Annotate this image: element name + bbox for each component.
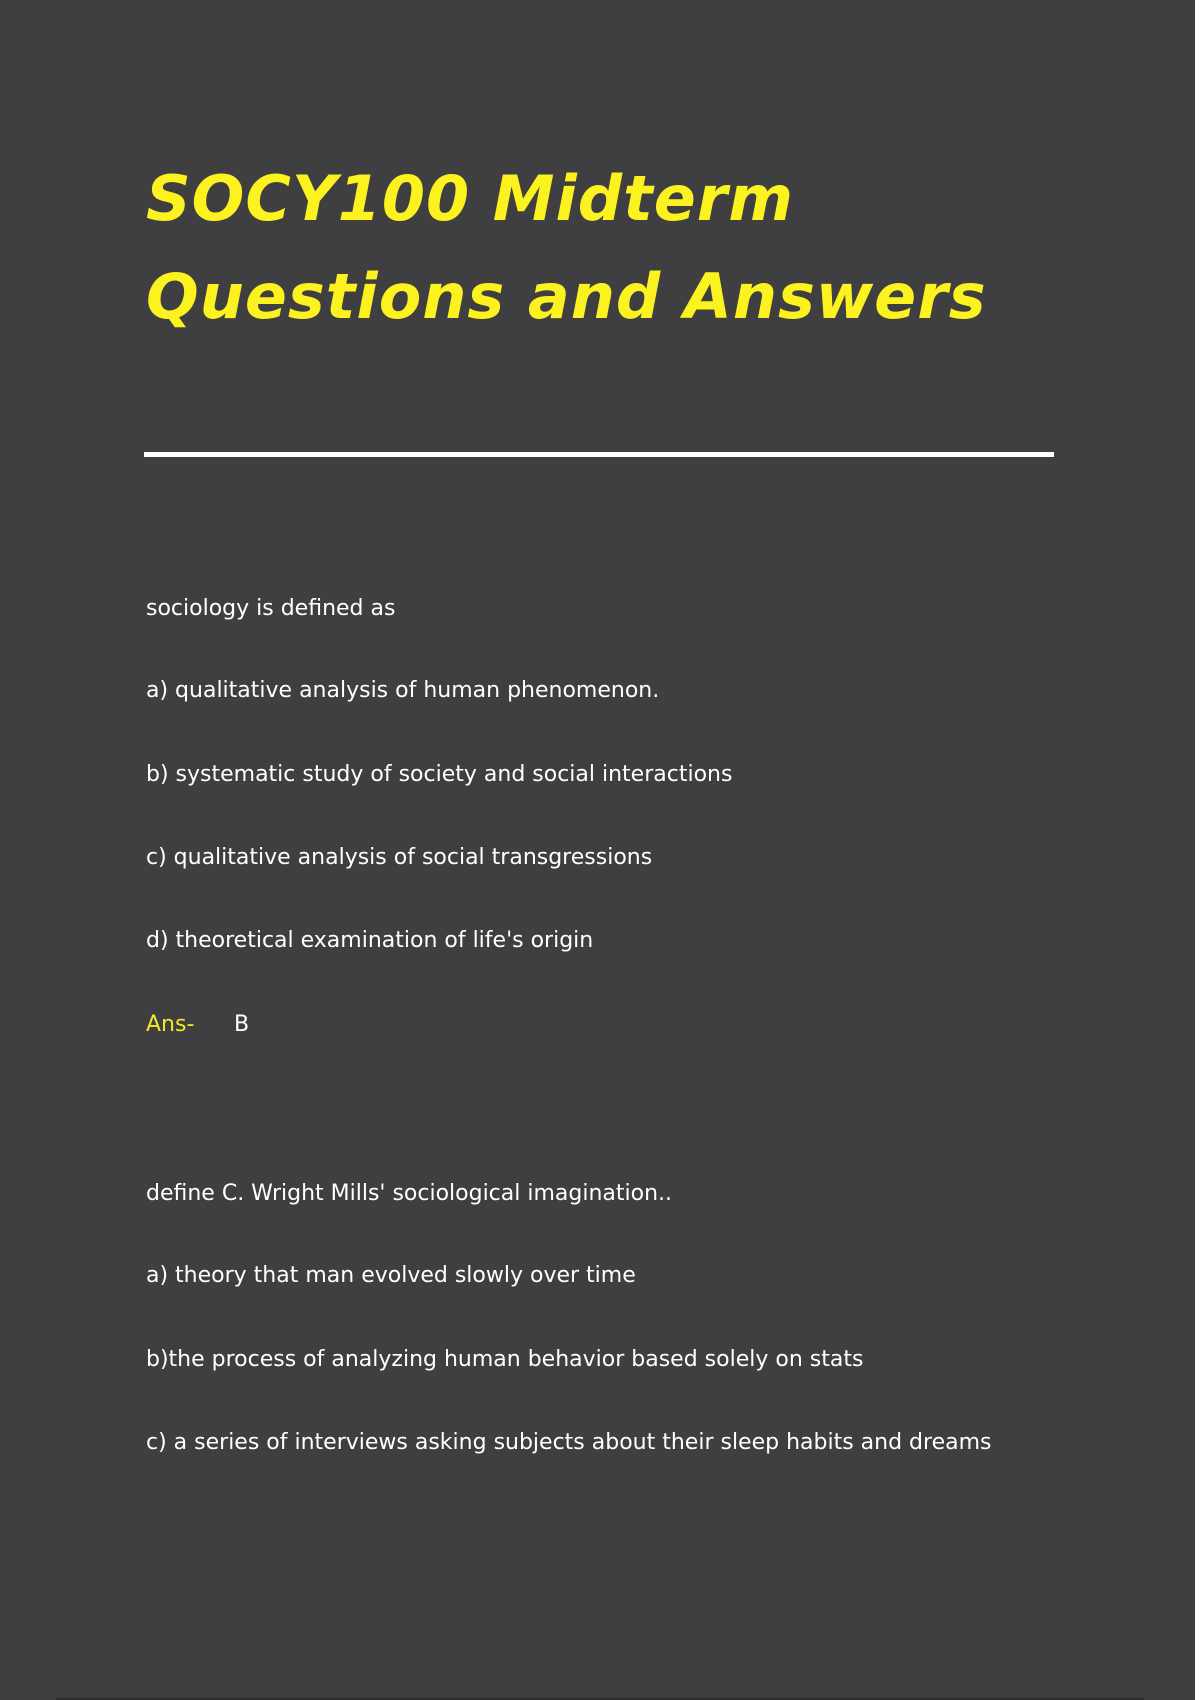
question-1-prompt: sociology is defined as: [146, 596, 396, 621]
page-edge: [1195, 0, 1200, 1700]
question-1-option-d: d) theoretical examination of life's origin: [146, 928, 594, 953]
question-2-prompt: define C. Wright Mills' sociological imagination..: [146, 1181, 673, 1206]
answer-label: Ans-: [146, 1012, 195, 1037]
question-1-answer: [146, 1011, 250, 1039]
question-1-option-c: c) qualitative analysis of social transgressions: [146, 845, 653, 870]
question-1-option-b: b) systematic study of society and social interactions: [146, 762, 733, 787]
question-2-option-a: a) theory that man evolved slowly over time: [146, 1263, 636, 1288]
title-line-2: Questions and Answers: [146, 260, 987, 333]
title-line-1: SOCY100 Midterm: [146, 162, 794, 235]
title-divider: [144, 452, 1054, 457]
document-title: [146, 150, 1066, 346]
question-1-option-a: a) qualitative analysis of human phenomenon.: [146, 678, 660, 703]
question-2-option-c: c) a series of interviews asking subjects about their sleep habits and dreams: [146, 1430, 992, 1455]
question-2-option-b: b)the process of analyzing human behavior based solely on stats: [146, 1347, 864, 1372]
answer-value: B: [234, 1012, 250, 1037]
